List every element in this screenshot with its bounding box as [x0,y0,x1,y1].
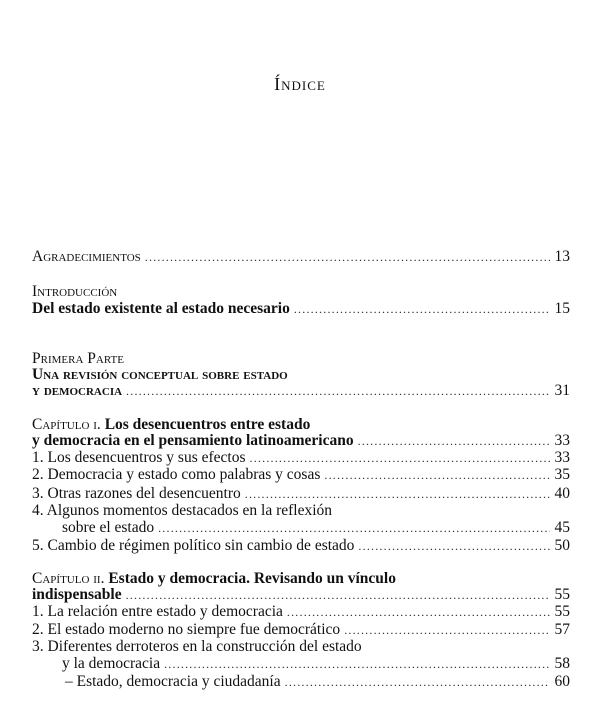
dot-leader [344,621,550,639]
toc-entry-2-1[interactable] [32,603,570,621]
toc-entry-label: Agradecimientos [32,248,141,265]
chapter-title-line2: indispensable [32,586,122,603]
toc-entry-2-2[interactable] [32,621,570,639]
dot-leader [250,449,550,467]
toc-entry-primera-parte[interactable] [32,382,570,400]
toc-entry-label: 2. El estado moderno no siempre fue democrático [32,621,341,638]
toc-entry-2-3[interactable] [32,655,570,673]
toc-entry-label: 3. Otras razones del desencuentro [32,485,241,502]
chapter-title-line2: y democracia en el pensamiento latinoamericano [32,432,354,449]
page-title: Índice [274,74,326,94]
page-number: 40 [554,485,570,502]
page-number: 60 [554,673,570,690]
toc-entry-chapter-2[interactable] [32,586,570,604]
page-number: 33 [554,432,570,449]
toc-entry-1-4[interactable] [32,519,570,537]
dot-leader [294,300,550,318]
page-number: 50 [554,537,570,554]
toc-entry-label: 5. Cambio de régimen político sin cambio de estado [32,537,355,554]
page-number: 55 [554,603,570,620]
toc-entry-label: – Estado, democracia y ciudadanía [65,673,281,690]
chapter-prefix: Capítulo i. [32,416,101,433]
page-number: 45 [554,519,570,536]
page-number: 58 [554,655,570,672]
part-title-line1: Una revisión conceptual sobre estado [32,366,288,383]
toc-entry-label: sobre el estado [62,519,155,536]
toc-entry-1-4-line1: 4. Algunos momentos destacados en la reflexión [32,502,333,519]
part-title-line2: y democracia [32,382,123,399]
toc-entry-1-3[interactable] [32,485,570,503]
toc-entry-2-3-line1: 3. Diferentes derroteros en la construcción del estado [32,638,362,655]
section-heading-introduccion: Introducción [32,283,118,300]
toc-entry-chapter-1[interactable] [32,432,570,450]
page-number: 15 [554,300,570,317]
dot-leader [164,655,550,673]
chapter-title-line1: Estado y democracia. Revisando un vínculo [108,570,396,587]
page-number: 31 [554,382,570,399]
toc-entry-1-5[interactable] [32,537,570,555]
chapter-title-line1: Los desencuentros entre estado [104,416,311,433]
toc-entry-label: y la democracia [62,655,161,672]
toc-entry-agradecimientos[interactable] [32,248,570,266]
dot-leader [126,586,550,604]
dot-leader [145,248,550,266]
page-number: 35 [554,466,570,483]
toc-entry-label: 2. Democracia y estado como palabras y cosas [32,466,321,483]
dot-leader [358,537,550,555]
toc-entry-label: Del estado existente al estado necesario [32,300,290,317]
dot-leader [324,466,550,484]
page-number: 57 [554,621,570,638]
toc-entry-2-3-sub[interactable] [32,673,570,691]
dot-leader [287,603,550,621]
dot-leader [285,673,550,691]
toc-entry-label: 1. Los desencuentros y sus efectos [32,449,246,466]
dot-leader [158,519,550,537]
toc-entry-1-1[interactable] [32,449,570,467]
page-number: 13 [554,248,570,265]
page-number: 33 [554,449,570,466]
dot-leader [126,382,550,400]
page-number: 55 [554,586,570,603]
chapter-prefix: Capítulo ii. [32,570,105,587]
toc-entry-1-2[interactable] [32,466,570,484]
dot-leader [245,485,550,503]
toc-entry-introduccion[interactable] [32,300,570,318]
toc-entry-label: 1. La relación entre estado y democracia [32,603,283,620]
dot-leader [358,432,550,450]
part-heading: Primera Parte [32,350,124,367]
